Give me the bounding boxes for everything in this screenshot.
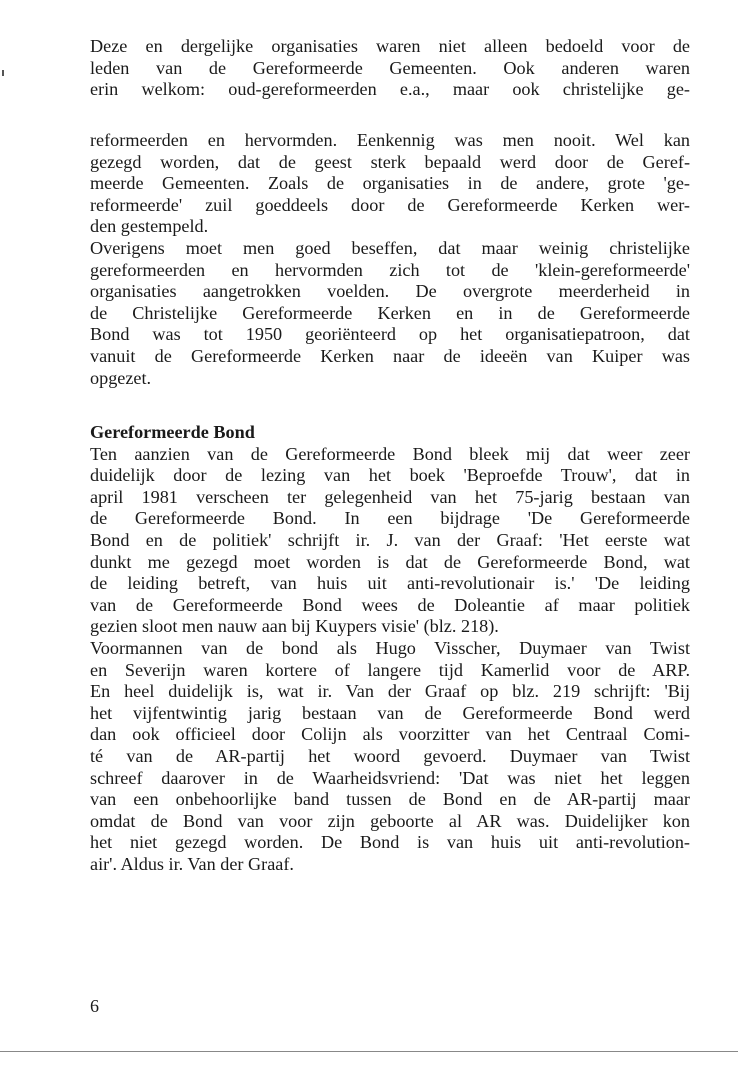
text-line: dunkt me gezegd moet worden is dat de Gereformeerde Bond, wat (90, 551, 690, 572)
text-line: Ten aanzien van de Gereformeerde Bond bleek mij dat weer zeer (90, 443, 690, 464)
text-line: meerde Gemeenten. Zoals de organisaties in de andere, grote 'ge- (90, 173, 690, 194)
text-line: gezegd worden, dat de geest sterk bepaald werd door de Geref- (90, 151, 690, 172)
text-line: reformeerde' zuil goeddeels door de Gereformeerde Kerken wer- (90, 194, 690, 215)
text-line: het niet gezegd worden. De Bond is van huis uit anti-revolution- (90, 832, 690, 853)
text-line: het vijfentwintig jarig bestaan van de Gereformeerde Bond werd (90, 702, 690, 723)
text-line: té van de AR-partij het woord gevoerd. Duymaer van Twist (90, 745, 690, 766)
section-heading: Gereformeerde Bond (90, 422, 255, 442)
text-line: de Christelijke Gereformeerde Kerken en in de Gereformeerde (90, 302, 690, 323)
text-line: schreef daarover in de Waarheidsvriend: 'Dat was niet het leggen (90, 767, 690, 788)
page-bottom-rule (0, 1051, 738, 1052)
text-line: Voormannen van de bond als Hugo Visscher, Duymaer van Twist (90, 637, 690, 658)
text-line: en Severijn waren kortere of langere tijd Kamerlid voor de ARP. (90, 659, 690, 680)
text-line: duidelijk door de lezing van het boek 'Beproefde Trouw', dat in (90, 465, 690, 486)
text-line: van de Gereformeerde Bond wees de Doleantie af maar politiek (90, 594, 690, 615)
text-line: reformeerden en hervormden. Eenkennig was men nooit. Wel kan (90, 130, 690, 150)
text-line: gezien sloot men nauw aan bij Kuypers visie' (blz. 218). (90, 616, 499, 637)
text-line: Overigens moet men goed beseffen, dat maar weinig christelijke (90, 237, 690, 258)
margin-mark (2, 70, 4, 76)
paragraph-2-3 (90, 130, 690, 389)
text-line: april 1981 verscheen ter gelegenheid van het 75-jarig bestaan van (90, 486, 690, 507)
text-line: leden van de Gereformeerde Gemeenten. Ook anderen waren (90, 57, 690, 78)
text-line: En heel duidelijk is, wat ir. Van der Graaf op blz. 219 schrijft: 'Bij (90, 681, 690, 702)
section-gereformeerde-bond (90, 422, 690, 875)
paragraph-1 (90, 36, 690, 101)
text-line: erin welkom: oud-gereformeerden e.a., maar ook christelijke ge- (90, 79, 690, 100)
text-line: de leiding betreft, van huis uit anti-revolutionair is.' 'De leiding (90, 573, 690, 594)
text-line: van een onbehoorlijke band tussen de Bond en de AR-partij maar (90, 789, 690, 810)
text-line: dan ook officieel door Colijn als voorzitter van het Centraal Comi- (90, 724, 690, 745)
text-line: opgezet. (90, 367, 152, 388)
text-line: Deze en dergelijke organisaties waren niet alleen bedoeld voor de (90, 36, 690, 56)
text-line: Bond was tot 1950 georiënteerd op het organisatiepatroon, dat (90, 324, 690, 345)
text-line: Bond en de politiek' schrijft ir. J. van der Graaf: 'Het eerste wat (90, 529, 690, 550)
text-line: organisaties aangetrokken voelden. De overgrote meerderheid in (90, 281, 690, 302)
text-line: omdat de Bond van voor zijn geboorte al AR was. Duidelijker kon (90, 810, 690, 831)
page-number: 6 (90, 996, 99, 1016)
text-line: gereformeerden en hervormden zich tot de 'klein-gereformeerde' (90, 259, 690, 280)
text-line: air'. Aldus ir. Van der Graaf. (90, 853, 294, 874)
text-line: vanuit de Gereformeerde Kerken naar de ideeën van Kuiper was (90, 345, 690, 366)
text-line: den gestempeld. (90, 216, 209, 237)
text-line: de Gereformeerde Bond. In een bijdrage 'De Gereformeerde (90, 508, 690, 529)
